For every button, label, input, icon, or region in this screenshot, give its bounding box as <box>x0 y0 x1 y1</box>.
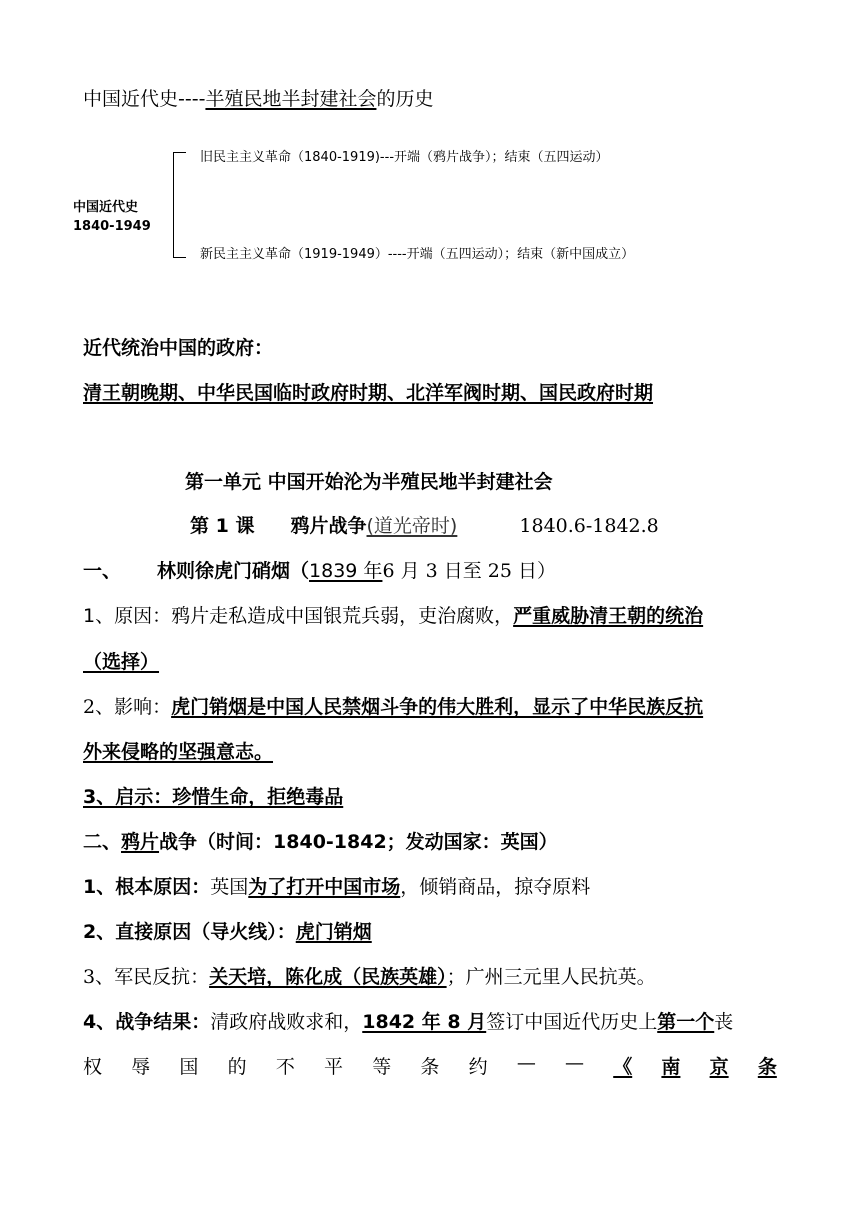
section2-item2-underlined: 虎门销烟 <box>295 921 372 943</box>
section2-item1-post: ，倾销商品，掠夺原料 <box>400 876 591 898</box>
unit-title: 第一单元 中国开始沦为半殖民地半封建社会 <box>185 471 553 493</box>
section1-heading <box>83 556 556 583</box>
title-suffix: 的历史 <box>376 88 434 110</box>
page-title <box>83 84 433 111</box>
line2-char: 国 <box>179 1056 199 1078</box>
governments-list: 清王朝晚期、中华民国临时政府时期、北洋军阀时期、国民政府时期 <box>83 382 654 404</box>
section2-item2 <box>83 917 372 944</box>
section2-item3-label: 3、军民反抗： <box>83 966 210 988</box>
section1-heading-num: 一、 <box>83 560 122 582</box>
section1-item2-cont: 外来侵略的坚强意志。 <box>83 741 274 763</box>
line2-char: 辱 <box>131 1056 151 1078</box>
outline-bracket <box>173 152 186 258</box>
lesson-name: 鸦片战争 <box>290 515 367 537</box>
line2-char-underlined: 条 <box>757 1056 777 1078</box>
title-underlined: 半殖民地半封建社会 <box>205 88 377 110</box>
section2-heading <box>83 827 558 854</box>
section2-item4-end: 丧 <box>714 1011 734 1033</box>
section2-item3-underlined: 关天培，陈化成（民族英雄） <box>209 966 447 988</box>
section2-item1-label: 1、根本原因： <box>83 876 211 898</box>
lesson-heading <box>190 511 659 538</box>
outline-branch-old: 旧民主主义革命（1840-1919)---开端（鸦片战争）；结束（五四运动） <box>200 150 609 165</box>
section1-item2-label: 2、影响： <box>83 696 172 718</box>
section1-heading-text: 林则徐虎门硝烟（ <box>157 560 310 582</box>
section2-item4-date: 1842 年 8 月 <box>362 1011 487 1033</box>
section1-item1-text: 鸦片走私造成中国银荒兵弱，吏治腐败， <box>171 605 514 627</box>
section2-item4-pre: 清政府战败求和， <box>210 1011 363 1033</box>
section1-item1-bold: 严重威胁清王朝的统治 <box>513 605 704 627</box>
section2-item1-pre: 英国 <box>210 876 249 898</box>
title-prefix: 中国近代史---- <box>83 88 206 110</box>
line2-char: 权 <box>83 1056 103 1078</box>
section1-item1-label: 1、原因： <box>83 605 172 627</box>
line2-char-underlined: 京 <box>709 1056 729 1078</box>
section2-item3-post: ；广州三元里人民抗英。 <box>446 966 656 988</box>
line2-char: 不 <box>275 1056 295 1078</box>
line2-char: — <box>565 1052 585 1074</box>
section2-item3 <box>83 962 656 989</box>
section2-heading-underlined: 鸦片 <box>121 831 160 853</box>
line2-char: 等 <box>372 1056 392 1078</box>
section2-item4-mid: 签订中国近代历史上 <box>486 1011 658 1033</box>
section1-heading-rest: 6 月 3 日至 25 日） <box>382 560 556 582</box>
section1-item1-cont: （选择） <box>83 651 160 673</box>
lesson-note: (道光帝时) <box>366 515 458 537</box>
outline-branch-new: 新民主主义革命（1919-1949）----开端（五四运动）；结束（新中国成立） <box>200 247 635 262</box>
outline-label-line1: 中国近代史 <box>73 200 139 215</box>
section2-heading-rest: 战争（时间：1840-1842；发动国家：英国） <box>159 831 558 853</box>
section1-item3: 3、启示：珍惜生命，拒绝毒品 <box>83 786 344 808</box>
section2-item4-line2 <box>83 1052 777 1079</box>
line2-char-underlined: 南 <box>661 1056 681 1078</box>
line2-char-underlined: 《 <box>613 1056 633 1078</box>
governments-heading: 近代统治中国的政府： <box>83 337 274 359</box>
line2-char: — <box>516 1052 536 1074</box>
line2-char: 约 <box>468 1056 488 1078</box>
section2-item4 <box>83 1007 733 1034</box>
section2-item4-label: 4、战争结果： <box>83 1011 211 1033</box>
line2-char: 平 <box>324 1056 344 1078</box>
section2-item1 <box>83 872 590 899</box>
line2-char: 条 <box>420 1056 440 1078</box>
section2-item1-underlined: 为了打开中国市场 <box>248 876 401 898</box>
section2-item4-underlined: 第一个 <box>657 1011 715 1033</box>
section1-item2 <box>83 692 703 719</box>
lesson-number: 第 1 课 <box>190 515 255 537</box>
section1-heading-year: 1839 年 <box>309 560 383 582</box>
lesson-dates: 1840.6-1842.8 <box>519 515 659 537</box>
section2-heading-prefix: 二、 <box>83 831 122 853</box>
line2-char: 的 <box>227 1056 247 1078</box>
outline-label-line2: 1840-1949 <box>73 219 151 234</box>
section1-item1 <box>83 601 703 628</box>
section2-item2-label: 2、直接原因（导火线）： <box>83 921 296 943</box>
section1-item2-bold: 虎门销烟是中国人民禁烟斗争的伟大胜利，显示了中华民族反抗 <box>171 696 704 718</box>
